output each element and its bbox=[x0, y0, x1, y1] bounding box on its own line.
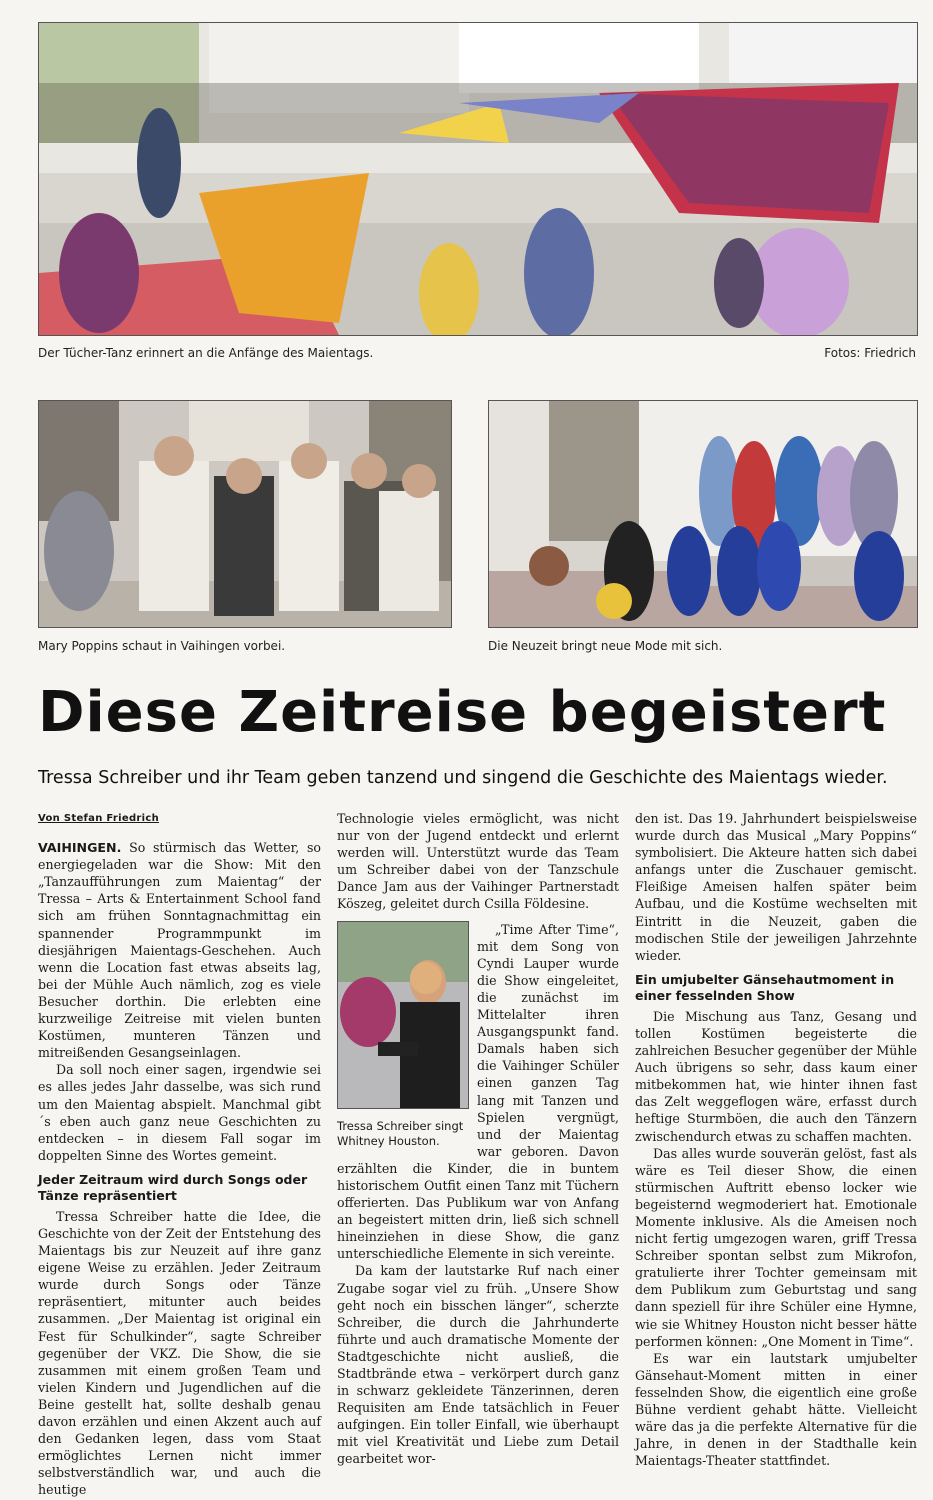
byline: Von Stefan Friedrich bbox=[38, 813, 160, 824]
caption-left-photo: Mary Poppins schaut in Vaihingen vorbei. bbox=[38, 639, 286, 653]
section-heading: Jeder Zeitraum wird durch Songs oder Tänze repräsentiert bbox=[38, 1171, 308, 1203]
paragraph: den ist. Das 19. Jahrhundert beispielsweise wurde durch das Musical „Mary Poppins“ symbolisiert. Die Akteure hatten sich dabei anfangs unter die Zuschauer gemischt. Fleißige Ameisen halfen später beim Aufbau, und die Kostüme wechselten mit Eintritt in die Neuzeit, gaben die modischen Stile der jeweiligen Jahrzehnte wieder. bbox=[635, 811, 917, 963]
section-heading: Ein umjubelter Gänsehautmoment in einer fesselnden Show bbox=[635, 971, 895, 1003]
caption-top-photo: Der Tücher-Tanz erinnert an die Anfänge des Maientags. bbox=[38, 346, 374, 360]
column-3 bbox=[635, 810, 917, 1469]
paragraph bbox=[38, 839, 321, 1061]
photo-mary-poppins bbox=[38, 400, 452, 628]
paragraph: Es war ein lautstark umjubelter Gänsehaut-Moment mitten in einer fesselnden Show, die eigentlich eine große Bühne verdient gehabt hätte. Vielleicht wäre das ja die perfekte Alternative für die Jahre, in denen in der Stadthalle kein Maientags-Theater stattfindet. bbox=[635, 1350, 917, 1469]
paragraph: Technologie vieles ermöglicht, was nicht nur von der Jugend entdeckt und erlernt werden will. Unterstützt wurde das Team um Schreiber dabei von der Tanzschule Dance Jam aus der Vaihinger Partnerstadt Köszeg, geleitet durch Csilla Földesine. bbox=[337, 811, 619, 912]
paragraph-text: So stürmisch das Wetter, so energiegeladen war die Show: Mit den „Tanzaufführungen zum Maientag“ der Tressa – Arts & Entertainment School fand sich am frühen Sonntagnachmittag ein spannender Programmpunkt im diesjährigen Maientags-Geschehen. Auch wenn die Location fast etwas abseits lag, bei der Mühle Auch nämlich, zog es viele Besucher dorthin. Die erlebten eine kurzweilige Zeitreise mit vielen bunten Kostümen, munteren Tänzen und mitreißenden Gesangseinlagen. bbox=[38, 840, 321, 1061]
paragraph: „Time After Time“, mit dem Song von Cyndi Lauper wurde die Show eingeleitet, die zunächst im Mittelalter ihren Ausgangspunkt fand. Damals haben sich die Vaihinger Schüler einen ganzen Tag lang mit Tanzen und Spielen vergnügt, und der Maientag war geboren. Davon erzählten die Kinder, die in buntem historischem Outfit einen Tanz mit Tüchern offerierten. Das Publikum war von Anfang an begeistert mitten drin, ließ sich schnell hineinziehen in diese Show, die ganz unterschiedliche Elemente in sich vereinte. bbox=[337, 921, 619, 1262]
photo-credit: Fotos: Friedrich bbox=[824, 346, 916, 360]
column-1 bbox=[38, 810, 321, 1498]
paragraph: Da kam der lautstarke Ruf nach einer Zugabe sogar viel zu früh. „Unsere Show geht noch ein bisschen länger“, scherzte Schreiber, die durch die Jahrhunderte führte und auch dramatische Momente der Stadtgeschichte nicht ausließ, die Stadtbrände etwa – verkörpert durch ganz in schwarz gekleidete Tänzerinnen, deren Requisiten am Ende tatsächlich in Feuer aufgingen. Ein toller Einfall, wie überhaupt mit viel Kreativität und Liebe zum Detail gearbeitet wor- bbox=[337, 1263, 619, 1467]
headline: Diese Zeitreise begeistert bbox=[38, 680, 887, 745]
paragraph: Da soll noch einer sagen, irgendwie sei es alles jedes Jahr dasselbe, was sich rund um den Maientag abspielt. Manchmal gibt´s eben auch ganz neue Geschichten zu entdecken – in diesem Fall sogar im doppelten Sinne des Wortes gemeint. bbox=[38, 1062, 321, 1163]
subheadline: Tressa Schreiber und ihr Team geben tanzend und singend die Geschichte des Maientags wieder. bbox=[38, 768, 888, 788]
column-2 bbox=[337, 810, 619, 1468]
caption-right-photo: Die Neuzeit bringt neue Mode mit sich. bbox=[488, 639, 723, 653]
dateline: VAIHINGEN. bbox=[38, 840, 122, 856]
paragraph: Das alles wurde souverän gelöst, fast als wäre es Teil dieser Show, die einen stürmischen Auftritt ebenso locker wie begeisternd wegmoderiert hat. Emotionale Momente inklusive. Als die Ameisen noch nicht fertig umgezogen waren, griff Tressa Schreiber spontan selbst zum Mikrofon, gratulierte ihrer Tochter gemeinsam mit dem Publikum zum Geburtstag und sang dann speziell für ihre Schüler eine Hymne, wie sie Whitney Houston nicht besser hätte performen können: „One Moment in Time“. bbox=[635, 1145, 917, 1349]
photo-scarf-dance bbox=[38, 22, 918, 336]
paragraph: Die Mischung aus Tanz, Gesang und tollen Kostümen begeisterte die zahlreichen Besucher gegenüber der Mühle Auch übrigens so sehr, dass kaum einer mitbekommen hat, wie hinter ihnen fast das Zelt weggeflogen wäre, erfasst durch heftige Sturmböen, die auch den Tänzern zwischendurch etwas zu schaffen machten. bbox=[635, 1008, 917, 1144]
photo-singer bbox=[337, 921, 469, 1109]
paragraph: Tressa Schreiber hatte die Idee, die Geschichte von der Zeit der Entstehung des Maientags bis zur Neuzeit auf ihre ganz eigene Weise zu erzählen. Jeder Zeitraum wurde durch Songs oder Tänze repräsentiert, mitunter auch beides zusammen. „Der Maientag ist original ein Fest für Schulkinder“, sagte Schreiber gegenüber der VKZ. Die Show, die sie zusammen mit einem großen Team und vielen Kindern und Jugendlichen auf die Beine gestellt hat, sollte deshalb genau davon erzählen und einen Akzent auch auf den Gedanken legen, dass vom Staat ermöglichtes Lernen nicht immer selbstverständlich war, und auch die heutige bbox=[38, 1208, 321, 1498]
photo-modern-fashion bbox=[488, 400, 918, 628]
caption-inset-photo: Tressa Schreiber singt Whitney Houston. bbox=[337, 1118, 464, 1148]
inset-photo-block bbox=[337, 921, 469, 1149]
